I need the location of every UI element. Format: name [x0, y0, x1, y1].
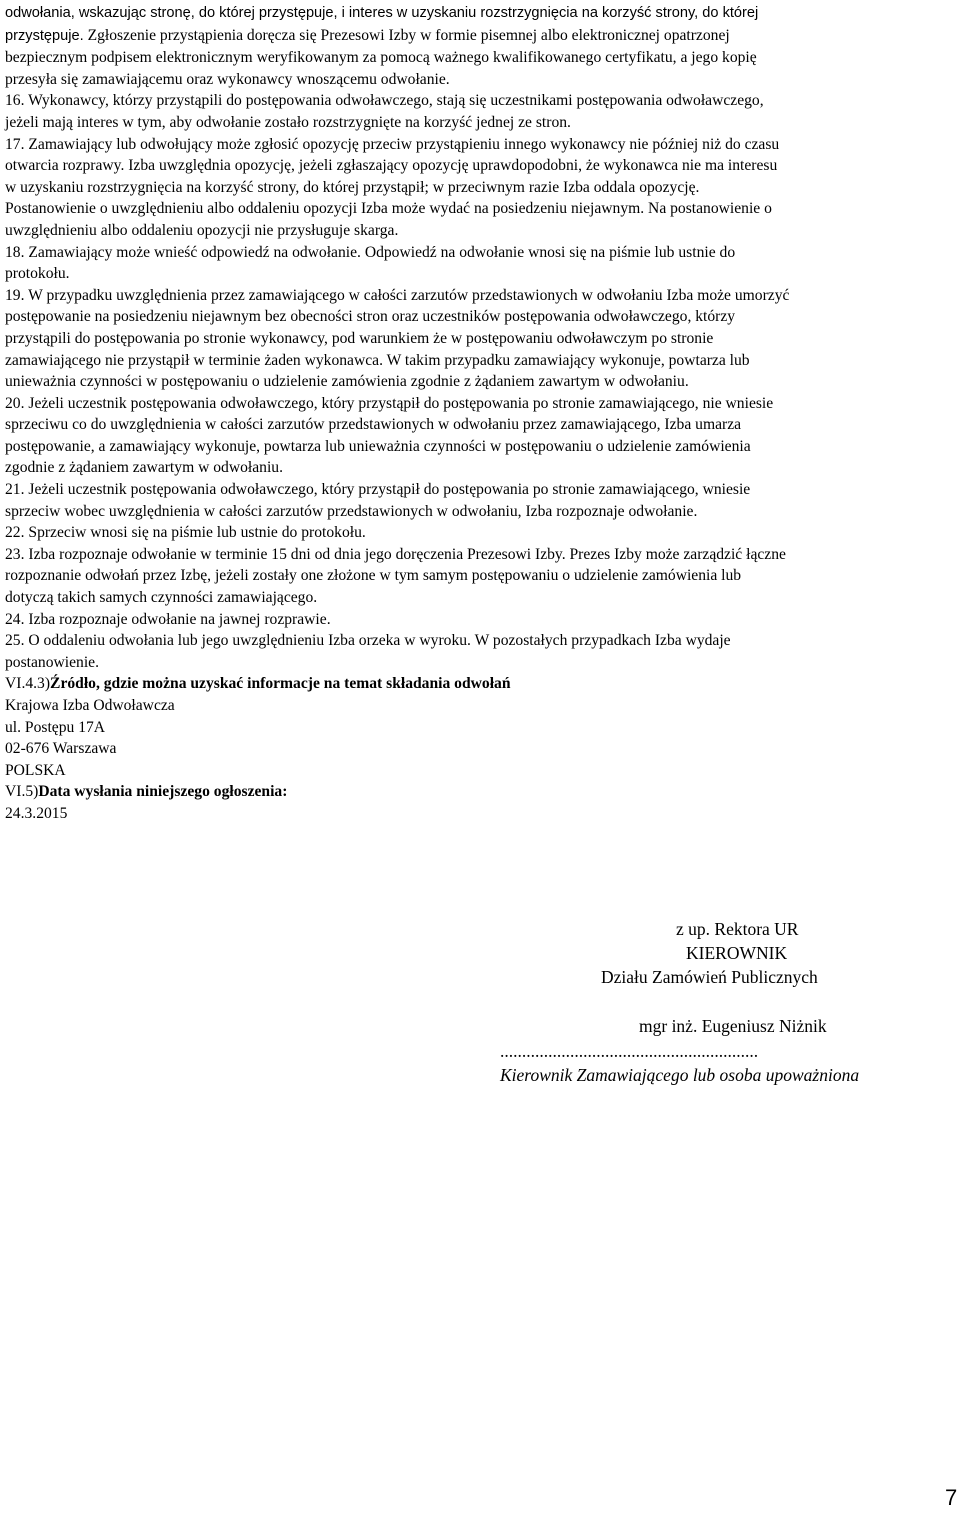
section-title: Źródło, gdzie można uzyskać informacje na temat składania odwołań [50, 675, 511, 693]
paragraph-19: 19. W przypadku uwzględnienia przez zamawiającego w całości zarzutów przedstawionych w odwołaniu Izba może umorzyć postępowanie na posiedzeniu niejawnym bez obecności stron oraz uczestników postępowania odwoławczego, którzy przystąpili do postępowania po stronie wykonawcy, pod warunkiem że w postępowaniu odwoławczym po stronie zamawiającego nie przystąpił w terminie żaden wykonawca. W takim przypadku zamawiający wykonuje, powtarza lub unieważnia czynności w postępowaniu o udzielenie zamówienia zgodnie z żądaniem zawartym w odwołaniu. [5, 286, 790, 391]
paragraph-23: 23. Izba rozpoznaje odwołanie w terminie 15 dni od dnia jego doręczenia Prezesowi Izby. Prezes Izby może zarządzić łączne rozpoznanie odwołań przez Izbę, jeżeli zostały one złożone w tym samym postępowaniu o udzielenie zamówienia lub dotyczą takich samych czynności zamawiającego. [5, 545, 786, 607]
paragraph-15-continuation [5, 2, 957, 90]
signature-line-3: Działu Zamówień Publicznych [601, 967, 818, 987]
paragraph-16: 16. Wykonawcy, którzy przystąpili do postępowania odwoławczego, stają się uczestnikami postępowania odwoławczego, jeżeli mają interes w tym, aby odwołanie zostało rozstrzygnięte na korzyść jednej ze stron. [5, 92, 764, 131]
signature-dots: ........................................................... [500, 1041, 759, 1061]
section-code: VI.5) [5, 783, 39, 801]
paragraph-22: 22. Sprzeciw wnosi się na piśmie lub ustnie do protokołu. [5, 524, 366, 542]
section-6-4-3-heading [5, 673, 957, 695]
section-6-5-heading [5, 781, 957, 803]
paragraph-18: 18. Zamawiający może wnieść odpowiedź na odwołanie. Odpowiedź na odwołanie wnosi się na piśmie lub ustnie do protokołu. [5, 243, 736, 283]
paragraph-15-sans-part: odwołania, wskazując stronę, do której przystępuje, i interes w uzyskaniu rozstrzygnięcia na korzyść strony, do której przystępuje. [5, 5, 759, 44]
signature-line-1: z up. Rektora UR [676, 919, 799, 939]
signatory-name: mgr inż. Eugeniusz Niżnik [639, 1016, 827, 1036]
paragraph-20: 20. Jeżeli uczestnik postępowania odwoławczego, który przystąpił do postępowania po stronie zamawiającego, nie wniesie sprzeciwu co do uwzględnienia w całości zarzutów przedstawionych w odwołaniu przez zamawiającego, Izba umarza postępowanie, a zamawiający wykonuje, powtarza lub unieważnia czynności w postępowaniu o udzielenie zamówienia zgodnie z żądaniem zawartym w odwołaniu. [5, 394, 774, 477]
paragraph-24: 24. Izba rozpoznaje odwołanie na jawnej rozprawie. [5, 610, 331, 628]
paragraph-17: 17. Zamawiający lub odwołujący może zgłosić opozycję przeciw przystąpieniu innego wykonawcy nie później niż do czasu otwarcia rozprawy. Izba uwzględnia opozycję, jeżeli zgłaszający opozycję uprawdopodobni, że wykonawca nie ma interesu w uzyskaniu rozstrzygnięcia na korzyść strony, do której przystąpił; w przeciwnym razie Izba oddala opozycję. Postanowienie o uwzględnieniu albo oddaleniu opozycji Izba może wydać na posiedzeniu niejawnym. Na postanowienie o uwzględnieniu albo oddaleniu opozycji nie przysługuje skarga. [5, 135, 780, 239]
paragraph-21: 21. Jeżeli uczestnik postępowania odwoławczego, który przystąpił do postępowania po stronie zamawiającego, wniesie sprzeciw wobec uwzględnienia w całości zarzutów przedstawionych w odwołaniu, Izba rozpoznaje odwołanie. [5, 481, 751, 520]
document-page [5, 2, 957, 825]
send-date: 24.3.2015 [5, 804, 68, 822]
section-code: VI.4.3) [5, 675, 51, 693]
paragraph-25: 25. O oddaleniu odwołania lub jego uwzględnieniu Izba orzeka w wyroku. W pozostałych przypadkach Izba wydaje postanowienie. [5, 632, 731, 671]
address-line: Krajowa Izba Odwoławcza [5, 697, 175, 714]
paragraph-15-serif-part: Zgłoszenie przystąpienia doręcza się Prezesowi Izby w formie pisemnej albo elektronicznej opatrzonej bezpiecznym podpisem elektronicznym weryfikowanym za pomocą ważnego kwalifikowanego certyfikatu, a jego kopię przesyła się zamawiającemu oraz wykonawcy wnoszącemu odwołanie. [5, 26, 757, 88]
signature-caption: Kierownik Zamawiającego lub osoba upoważniona [500, 1065, 860, 1085]
address-line: POLSKA [5, 761, 66, 779]
section-title: Data wysłania niniejszego ogłoszenia: [38, 783, 288, 801]
page-number: 7 [945, 1485, 958, 1510]
address-line: ul. Postępu 17A [5, 718, 106, 736]
signature-line-2: KIEROWNIK [686, 943, 788, 963]
address-line: 02-676 Warszawa [5, 740, 117, 758]
